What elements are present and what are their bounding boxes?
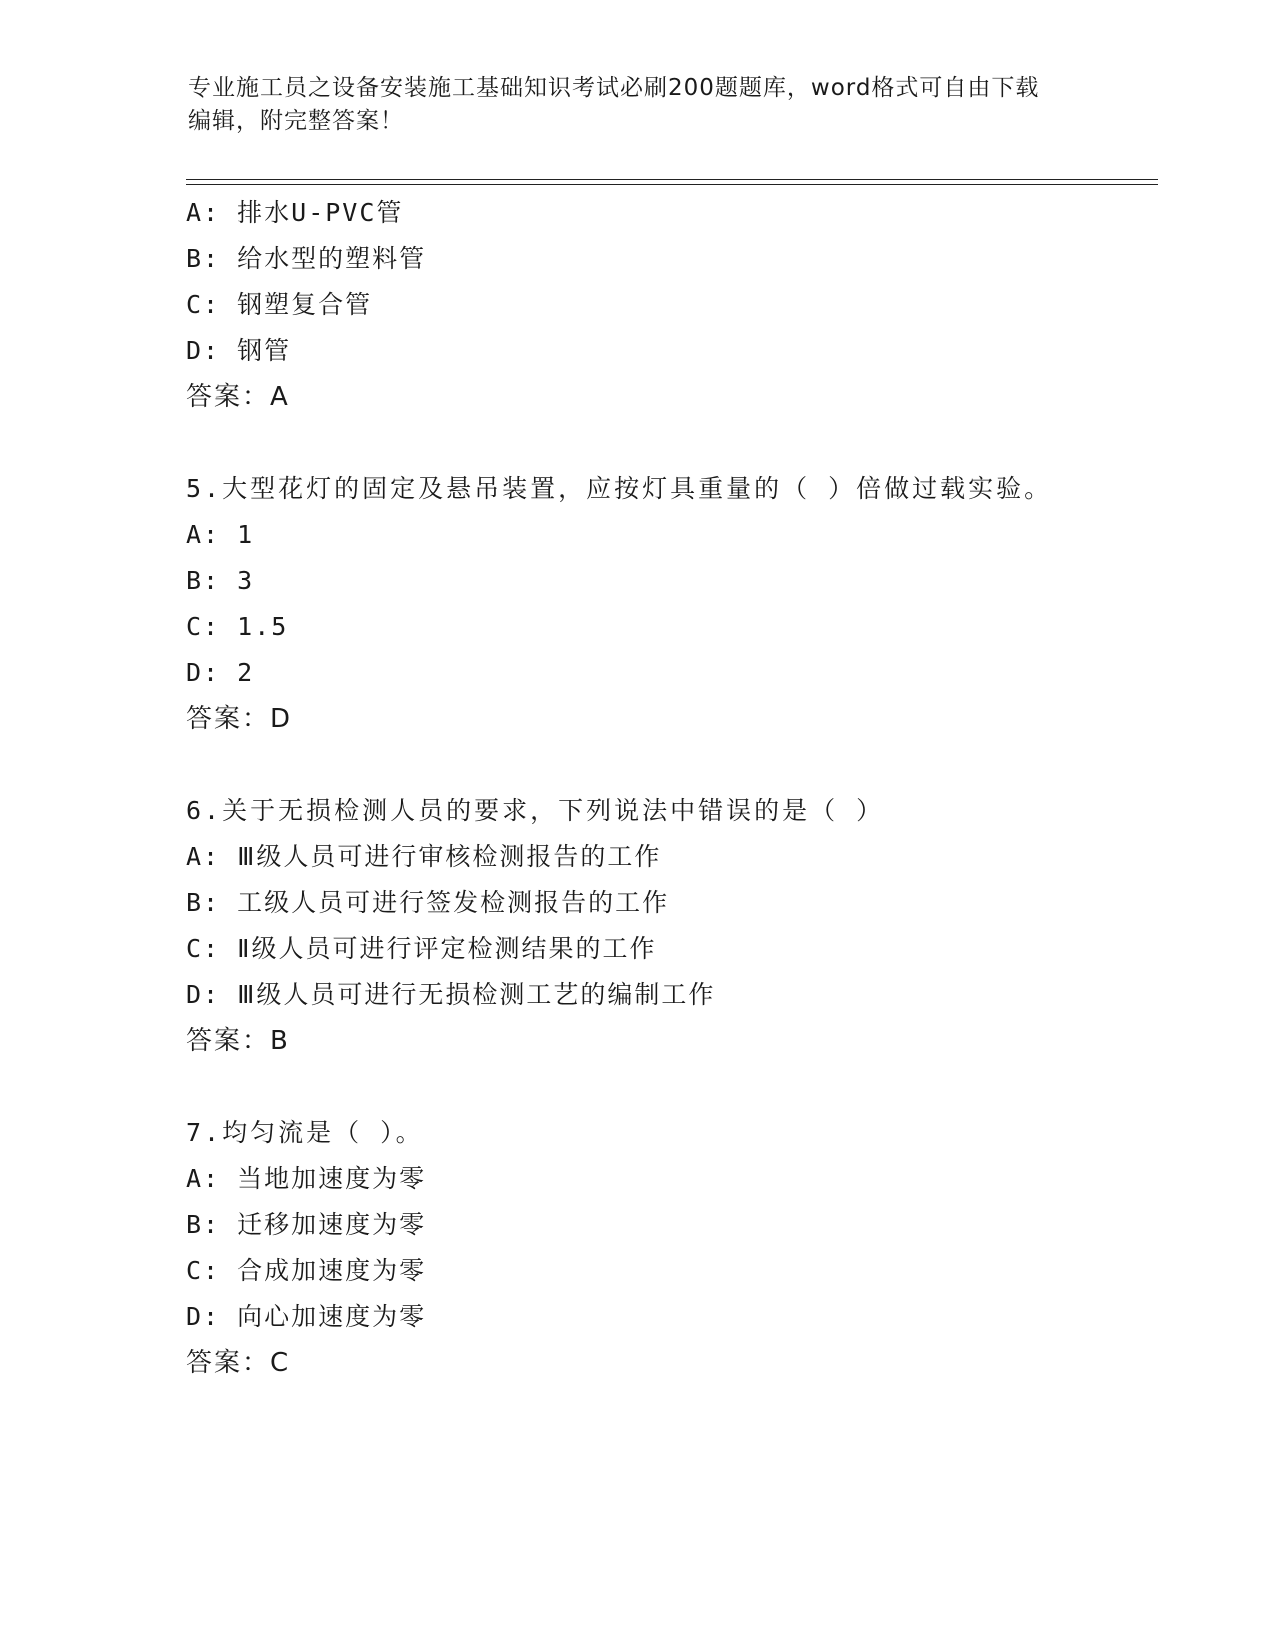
question-text: 7.均匀流是（ ）。 bbox=[186, 1118, 424, 1147]
option-c: C: 钢塑复合管 bbox=[186, 290, 373, 319]
option-d: D: Ⅲ级人员可进行无损检测工艺的编制工作 bbox=[186, 980, 716, 1009]
question-block-4 bbox=[186, 190, 1166, 420]
header-title-line-1: 专业施工员之设备安装施工基础知识考试必刷200题题库，word格式可自由下载 bbox=[188, 75, 1040, 101]
option-b: B: 3 bbox=[186, 566, 255, 595]
question-text: 6.关于无损检测人员的要求，下列说法中错误的是（ ） bbox=[186, 796, 885, 825]
option-b: B: 工级人员可进行签发检测报告的工作 bbox=[186, 888, 670, 917]
option-d: D: 2 bbox=[186, 658, 255, 687]
option-b: B: 给水型的塑料管 bbox=[186, 244, 427, 273]
document-header bbox=[188, 72, 1088, 138]
option-a: A: Ⅲ级人员可进行审核检测报告的工作 bbox=[186, 842, 662, 871]
option-b: B: 迁移加速度为零 bbox=[186, 1210, 427, 1239]
question-block-5 bbox=[186, 466, 1166, 742]
header-divider-top bbox=[186, 179, 1158, 180]
answer-label: 答案：D bbox=[186, 704, 293, 734]
question-block-7 bbox=[186, 1110, 1166, 1386]
option-c: C: 合成加速度为零 bbox=[186, 1256, 427, 1285]
answer-label: 答案：B bbox=[186, 1026, 290, 1056]
option-c: C: Ⅱ级人员可进行评定检测结果的工作 bbox=[186, 934, 657, 963]
question-block-6 bbox=[186, 788, 1166, 1064]
option-d: D: 向心加速度为零 bbox=[186, 1302, 427, 1331]
option-a: A: 1 bbox=[186, 520, 255, 549]
answer-label: 答案：A bbox=[186, 382, 290, 412]
option-a: A: 排水U-PVC管 bbox=[186, 198, 404, 227]
header-title-line-2: 编辑，附完整答案！ bbox=[188, 108, 404, 134]
header-divider-bottom bbox=[186, 184, 1158, 185]
option-a: A: 当地加速度为零 bbox=[186, 1164, 427, 1193]
answer-label: 答案：C bbox=[186, 1348, 291, 1378]
question-text: 5.大型花灯的固定及悬吊装置，应按灯具重量的（ ）倍做过载实验。 bbox=[186, 474, 1053, 503]
option-d: D: 钢管 bbox=[186, 336, 292, 365]
question-list bbox=[186, 190, 1166, 1432]
option-c: C: 1.5 bbox=[186, 612, 289, 641]
